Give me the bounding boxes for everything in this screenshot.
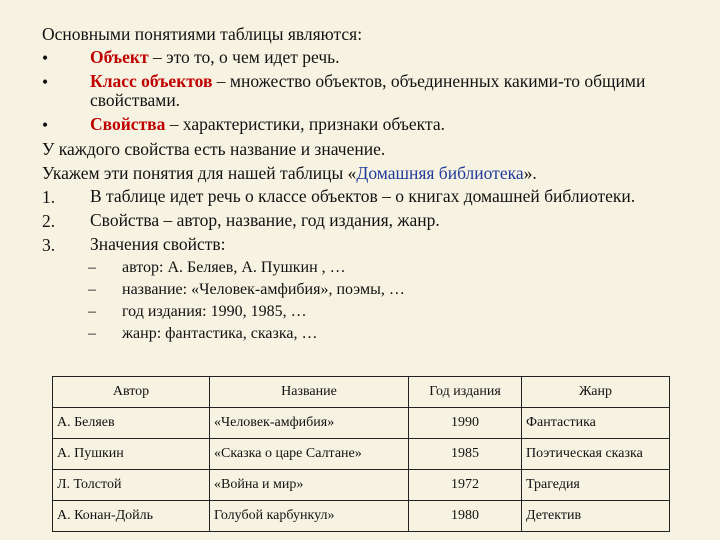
cell-title: «Человек-амфибия» xyxy=(210,408,409,439)
cell-title: «Война и мир» xyxy=(210,470,409,501)
cell-author: Л. Толстой xyxy=(53,470,210,501)
term-properties: Свойства xyxy=(90,114,166,134)
numbered-item-3: 3. Значения свойств: xyxy=(42,234,226,255)
term-object: Объект xyxy=(90,47,149,67)
value-item: – год издания: 1990, 1985, … xyxy=(88,303,307,320)
header-author: Автор xyxy=(53,377,210,408)
cell-genre: Фантастика xyxy=(522,408,670,439)
cell-author: А. Пушкин xyxy=(53,439,210,470)
bullet-class: • Класс объектов – множество объектов, объединенных какими-то общими свойствами. xyxy=(42,71,646,110)
value-item: – название: «Человек-амфибия», поэмы, … xyxy=(88,281,405,298)
library-name: Домашняя библиотека xyxy=(356,163,524,183)
bullet-properties: • Свойства – характеристики, признаки объекта. xyxy=(42,114,445,135)
table-header-row xyxy=(53,377,670,408)
library-table xyxy=(52,376,670,532)
table-row xyxy=(53,501,670,532)
cell-year: 1972 xyxy=(409,470,522,501)
header-title: Название xyxy=(210,377,409,408)
cell-genre: Поэтическая сказка xyxy=(522,439,670,470)
intro-line: Основными понятиями таблицы являются: xyxy=(42,24,363,44)
header-year: Год издания xyxy=(409,377,522,408)
indicate-line: Укажем эти понятия для нашей таблицы «Домашняя библиотека». xyxy=(42,163,537,183)
cell-year: 1985 xyxy=(409,439,522,470)
cell-author: А. Конан-Дойль xyxy=(53,501,210,532)
document-text xyxy=(42,22,702,345)
term-class: Класс объектов xyxy=(90,71,213,91)
properties-line: У каждого свойства есть название и значение. xyxy=(42,139,386,159)
header-genre: Жанр xyxy=(522,377,670,408)
table-row xyxy=(53,470,670,501)
cell-genre: Детектив xyxy=(522,501,670,532)
numbered-item-1: 1. В таблице идет речь о классе объектов – о книгах домашней библиотеки. xyxy=(42,186,636,207)
cell-genre: Трагедия xyxy=(522,470,670,501)
bullet-object: • Объект – это то, о чем идет речь. xyxy=(42,47,340,68)
numbered-item-2: 2. Свойства – автор, название, год издания, жанр. xyxy=(42,210,440,231)
table-row xyxy=(53,439,670,470)
cell-year: 1980 xyxy=(409,501,522,532)
table-row xyxy=(53,408,670,439)
cell-title: «Сказка о царе Салтане» xyxy=(210,439,409,470)
cell-author: А. Беляев xyxy=(53,408,210,439)
cell-title: Голубой карбункул» xyxy=(210,501,409,532)
value-item: – жанр: фантастика, сказка, … xyxy=(88,325,318,342)
value-item: – автор: А. Беляев, А. Пушкин , … xyxy=(88,259,346,276)
cell-year: 1990 xyxy=(409,408,522,439)
